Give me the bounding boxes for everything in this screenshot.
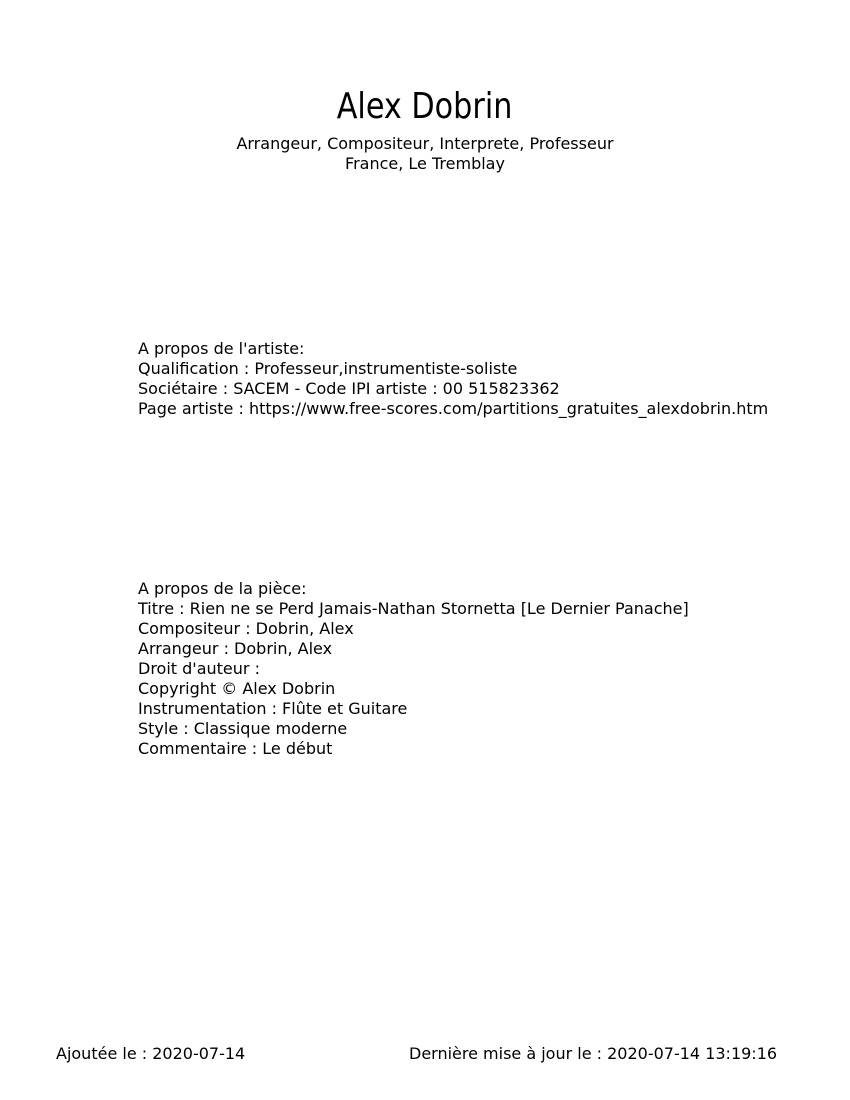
about-piece-section (138, 579, 689, 759)
about-artist-section (138, 339, 768, 419)
artist-name-text: Alex Dobrin (337, 86, 513, 127)
artist-roles: Arrangeur, Compositeur, Interprete, Professeur (236, 134, 614, 153)
artist-subtitle (0, 134, 850, 174)
artist-societaire-line: Sociétaire : SACEM - Code IPI artiste : 00 515823362 (138, 379, 560, 398)
piece-rights-line: Droit d'auteur : (138, 659, 260, 678)
last-updated-label: Dernière mise à jour le : 2020-07-14 13:19:16 (409, 1044, 778, 1063)
piece-comment-line: Commentaire : Le début (138, 739, 333, 758)
piece-title-line: Titre : Rien ne se Perd Jamais-Nathan Stornetta [Le Dernier Panache] (138, 599, 689, 618)
about-piece-heading: A propos de la pièce: (138, 579, 307, 598)
artist-page-url-line: Page artiste : https://www.free-scores.com/partitions_gratuites_alexdobrin.htm (138, 399, 769, 418)
piece-composer-line: Compositeur : Dobrin, Alex (138, 619, 354, 638)
artist-location: France, Le Tremblay (345, 154, 505, 173)
date-added-label: Ajoutée le : 2020-07-14 (56, 1044, 246, 1063)
piece-instrumentation-line: Instrumentation : Flûte et Guitare (138, 699, 408, 718)
piece-style-line: Style : Classique moderne (138, 719, 348, 738)
artist-name-title (0, 86, 850, 128)
piece-arranger-line: Arrangeur : Dobrin, Alex (138, 639, 333, 658)
artist-qualification-line: Qualification : Professeur,instrumentiste-soliste (138, 359, 518, 378)
about-artist-heading: A propos de l'artiste: (138, 339, 305, 358)
piece-copyright-line: Copyright © Alex Dobrin (138, 679, 336, 698)
